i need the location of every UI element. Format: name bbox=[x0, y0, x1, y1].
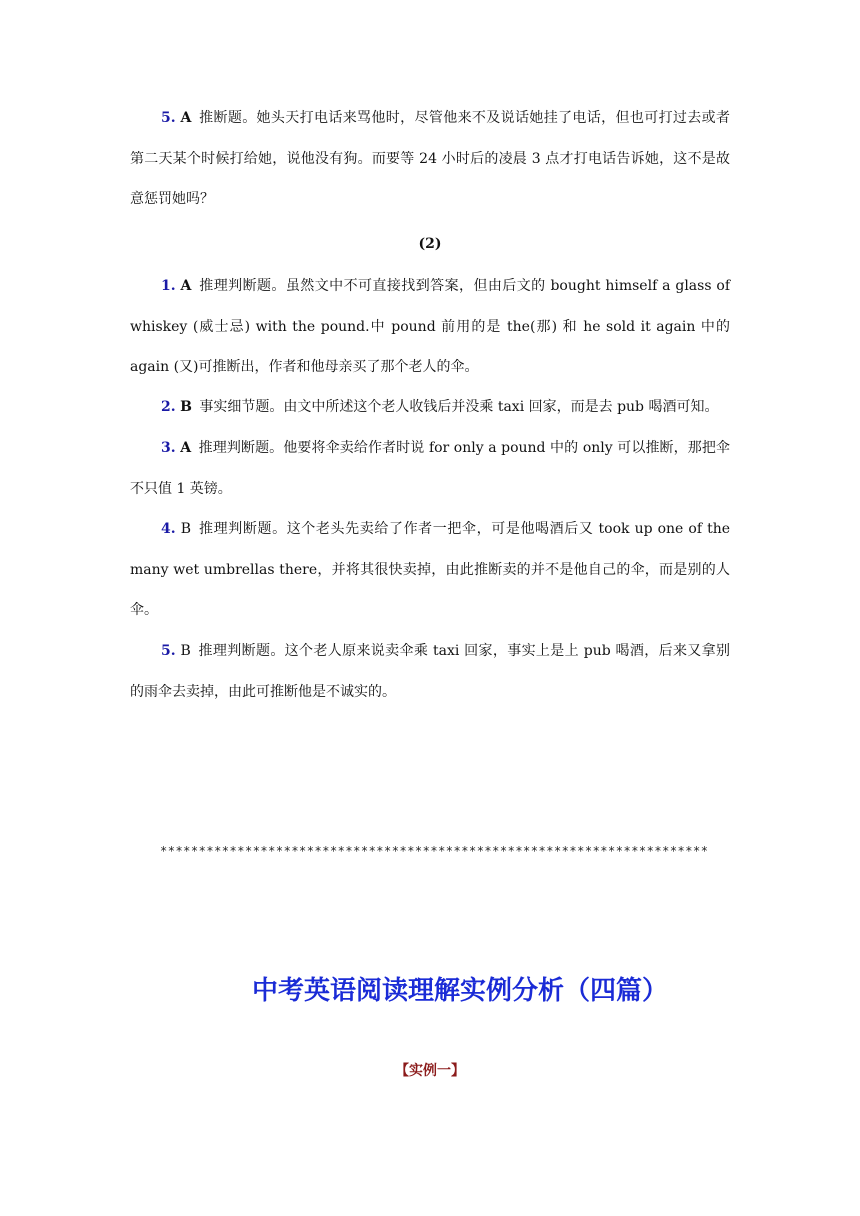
explanation-text: 事实细节题。由文中所述这个老人收钱后并没乘 taxi 回家，而是去 pub 喝酒可知。 bbox=[199, 399, 719, 415]
explanation-text: 推理判断题。这个老头先卖给了作者一把伞，可是他喝酒后又 took up one of the many wet umbrellas there，并将其很快卖掉，由此推断卖的并不是他自己的伞，而是别的人伞。 bbox=[130, 521, 730, 618]
separator-line: *********************************************************************** bbox=[160, 844, 709, 858]
answer-part2-q3 bbox=[130, 428, 730, 509]
answer-letter: B bbox=[180, 399, 192, 415]
answer-letter: A bbox=[180, 440, 192, 456]
answer-part2-q4 bbox=[130, 509, 730, 631]
answer-letter: B bbox=[180, 521, 191, 537]
question-number: 5. bbox=[161, 643, 176, 659]
answer-part1-q5 bbox=[130, 98, 730, 220]
answer-part2-q1 bbox=[130, 266, 730, 388]
question-number: 3. bbox=[161, 440, 176, 456]
page-title: 中考英语阅读理解实例分析（四篇） bbox=[251, 976, 668, 1006]
explanation-text: 推断题。她头天打电话来骂他时，尽管他来不及说话她挂了电话，但也可打过去或者第二天某个时候打给她，说他没有狗。而要等 24 小时后的凌晨 3 点才打电话告诉她，这不是故意惩罚她吗？ bbox=[130, 110, 731, 207]
question-number: 1. bbox=[161, 278, 176, 294]
explanation-text: 推理判断题。这个老人原来说卖伞乘 taxi 回家，事实上是上 pub 喝酒，后来又拿别的雨伞去卖掉，由此可推断他是不诚实的。 bbox=[130, 643, 731, 700]
explanation-text: 推理判断题。他要将伞卖给作者时说 for only a pound 中的 only 可以推断，那把伞不只值 1 英镑。 bbox=[130, 440, 730, 497]
question-number: 2. bbox=[161, 399, 176, 415]
answer-part2-q2 bbox=[130, 387, 730, 428]
example-label: 【实例一】 bbox=[395, 1063, 465, 1079]
question-number: 5. bbox=[161, 110, 176, 126]
section-heading: (2) bbox=[418, 236, 442, 252]
answer-letter: B bbox=[180, 643, 191, 659]
answer-letter: A bbox=[180, 110, 192, 126]
answer-part2-q5 bbox=[130, 631, 730, 712]
answer-letter: A bbox=[180, 278, 192, 294]
explanation-text: 推理判断题。虽然文中不可直接找到答案，但由后文的 bought himself a glass of whiskey (威士忌) with the pound.中 pound 前用的是 the(那) 和 he sold it again 中的 again (又)可推断出，作者和他母亲买了那个老人的伞。 bbox=[130, 278, 731, 375]
question-number: 4. bbox=[161, 521, 176, 537]
